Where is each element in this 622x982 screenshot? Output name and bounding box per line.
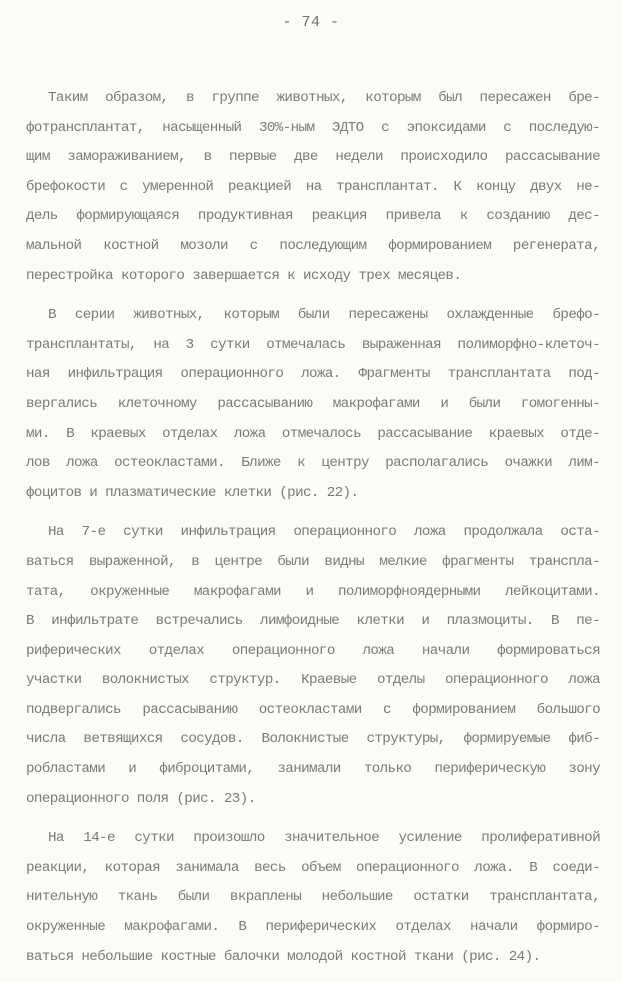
- text-line: риферических отделах операционного ложа начали формироваться: [26, 642, 600, 659]
- text-line: ваться выраженной, в центре были видны мелкие фрагменты транспла-: [26, 553, 600, 570]
- text-line: реакции, которая занимала весь объем операционного ложа. В соеди-: [26, 859, 600, 876]
- text-line: ваться небольшие костные балочки молодой костной ткани (рис. 24).: [26, 948, 541, 965]
- text-line: ная инфильтрация операционного ложа. Фрагменты трансплантата под-: [26, 366, 600, 383]
- text-line: лов ложа остеокластами. Ближе к центру располагались очажки лим-: [26, 455, 600, 472]
- text-line: трансплантаты, на 3 сутки отмечалась выраженная полиморфно-клеточ-: [26, 336, 600, 353]
- paragraph: [26, 84, 600, 291]
- text-line: вергались клеточному рассасыванию макрофагами и были гомогенны-: [26, 395, 600, 412]
- text-line: Таким образом, в группе животных, которым был пересажен бре-: [48, 90, 600, 106]
- text-line: робластами и фиброцитами, занимали только периферическую зону: [26, 761, 600, 778]
- page-number: - 74 -: [282, 14, 340, 31]
- paragraph: [26, 301, 600, 508]
- text-line: тата, окруженные макрофагами и полиморфноядерными лейкоцитами.: [26, 583, 600, 600]
- text-line: перестройка которого завершается к исходу трех месяцев.: [26, 267, 462, 284]
- text-line: окруженные макрофагами. В периферических отделах начали формиро-: [26, 919, 600, 936]
- body-text: [26, 84, 600, 982]
- text-line: нительную ткань были вкраплены небольшие остатки трансплантата,: [26, 889, 600, 906]
- text-line: В инфильтрате встречались лимфоидные клетки и плазмоциты. В пе-: [26, 613, 600, 630]
- text-line: фотрансплантат, насыщенный 30%-ным ЭДТО с эпоксидами с последую-: [26, 119, 600, 136]
- text-line: брефокости с умеренной реакцией на трансплантат. К концу двух не-: [26, 178, 600, 195]
- text-line: щим замораживанием, в первые две недели происходило рассасывание: [26, 149, 600, 166]
- text-line: мальной костной мозоли с последующим формированием регенерата,: [26, 237, 600, 254]
- text-line: На 7-е сутки инфильтрация операционного ложа продолжала оста-: [48, 524, 600, 541]
- text-line: числа ветвящихся сосудов. Волокнистые структуры, формируемые фиб-: [26, 731, 600, 748]
- text-line: фоцитов и плазматические клетки (рис. 22).: [26, 484, 359, 501]
- text-line: подвергались рассасыванию остеокластами с формированием большого: [26, 701, 600, 718]
- paragraph: [26, 824, 600, 972]
- text-line: участки волокнистых структур. Краевые отделы операционного ложа: [26, 672, 600, 689]
- text-line: На 14-е сутки произошло значительное усиление пролиферативной: [48, 830, 600, 847]
- text-line: ми. В краевых отделах ложа отмечалось рассасывание краевых отде-: [26, 425, 600, 442]
- text-line: В серии животных, которым были пересажены охлажденные брефо-: [48, 307, 600, 324]
- text-line: дель формирующаяся продуктивная реакция привела к созданию дес-: [26, 208, 600, 225]
- text-line: операционного поля (рис. 23).: [26, 790, 256, 807]
- paragraph: [26, 518, 600, 814]
